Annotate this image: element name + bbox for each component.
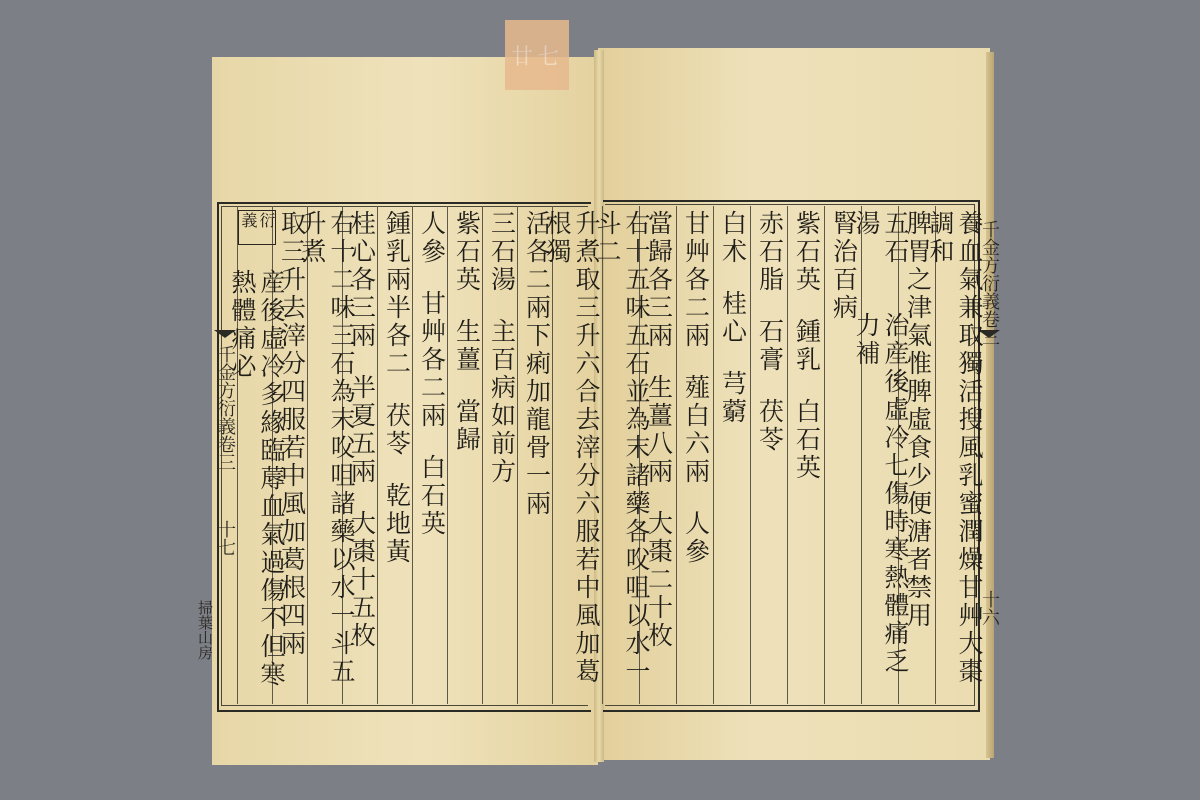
column-segment: 三石湯	[487, 210, 517, 294]
column-segment: 甘艸各二兩	[681, 210, 711, 350]
column-segment: 半夏五兩	[347, 374, 377, 486]
page-edges	[986, 52, 994, 758]
column-segment: 紫石英	[452, 210, 482, 294]
page-number-text: 十六	[979, 590, 1000, 626]
column-segment: 右十二味三石為末㕮咀諸藥以水一斗五升煮	[298, 210, 356, 686]
column-segment: 甘艸各二兩	[417, 290, 447, 430]
text-column	[298, 210, 356, 704]
text-column	[679, 210, 713, 704]
column-segment: 升煮取三升六合去滓分六服若中風加葛根獨	[543, 210, 601, 686]
column-segment: 當歸各三兩	[644, 210, 674, 350]
column-segment: 脾胃之津氣惟脾虛食少便溏者禁用	[903, 210, 933, 630]
text-column	[485, 210, 519, 704]
column-segment: 生薑	[452, 318, 482, 374]
column-segment: 治産後虛冷七傷時寒熱體痛乏力補	[852, 312, 910, 677]
column-segment: 人參	[417, 210, 447, 266]
column-segment: 芎藭	[718, 370, 748, 426]
column-segment: 活各二兩下痢加龍骨一兩	[522, 210, 552, 518]
column-segment: 五石湯	[852, 210, 910, 266]
column-segment: 白术	[718, 210, 748, 266]
text-column	[790, 210, 824, 704]
column-rule	[750, 206, 751, 704]
text-column	[753, 210, 787, 704]
column-segment: 白石英	[792, 398, 822, 482]
column-segment: 茯苓	[755, 398, 785, 454]
margin-title-text: 千金方衍義卷三	[215, 345, 236, 471]
column-rule	[713, 206, 714, 704]
column-segment: 大棗二十枚	[644, 510, 674, 650]
paper-label-tab: 廿七	[505, 20, 569, 90]
text-column	[543, 210, 601, 704]
column-segment: 茯苓	[382, 402, 412, 458]
text-column	[593, 210, 651, 704]
column-segment: 乾地黃	[382, 482, 412, 566]
column-segment: 腎治百病	[829, 210, 859, 322]
publisher-mark	[193, 600, 217, 660]
column-segment: 薤白六兩	[681, 374, 711, 486]
text-column	[415, 210, 449, 704]
column-segment: 桂心各三兩	[347, 210, 377, 350]
column-segment: 當歸	[452, 398, 482, 454]
column-rule	[676, 206, 677, 704]
column-segment: 取三升去滓分四服若中風加葛根四兩	[277, 210, 307, 658]
column-segment: 白石英	[417, 454, 447, 538]
page-number-text: 十七	[215, 520, 236, 556]
text-column	[520, 210, 554, 704]
column-rule	[824, 206, 825, 704]
column-segment: 生薑八兩	[644, 374, 674, 486]
text-column	[380, 210, 414, 704]
column-segment: 衍義	[238, 210, 276, 245]
column-segment: 養血氣兼取獨活搜風乳蜜潤燥甘艸大棗調和	[926, 210, 984, 686]
column-segment: 右十五味五石並為末諸藥各㕮咀以水一斗二	[593, 210, 651, 686]
publisher-text: 掃葉山房	[196, 600, 214, 660]
text-column	[228, 210, 286, 704]
column-rule	[787, 206, 788, 704]
text-column	[926, 210, 984, 704]
column-segment: 人參	[681, 510, 711, 566]
text-column	[716, 210, 750, 704]
column-segment: 産後虛冷多緣臨蓐血氣過傷不但寒熱體痛必	[228, 269, 286, 690]
text-column	[450, 210, 484, 704]
column-segment: 紫石英	[792, 210, 822, 294]
column-segment: 鍾乳	[792, 318, 822, 374]
column-segment: 鍾乳兩半各二	[382, 210, 412, 378]
column-segment: 主百病如前方	[487, 318, 517, 486]
column-segment: 大棗十五枚	[347, 510, 377, 650]
text-column	[827, 210, 861, 704]
column-segment: 赤石脂	[755, 210, 785, 294]
margin-title-text: 千金方衍義卷三	[979, 220, 1000, 346]
column-segment: 石膏	[755, 318, 785, 374]
column-segment: 桂心	[718, 290, 748, 346]
text-column	[852, 210, 910, 704]
